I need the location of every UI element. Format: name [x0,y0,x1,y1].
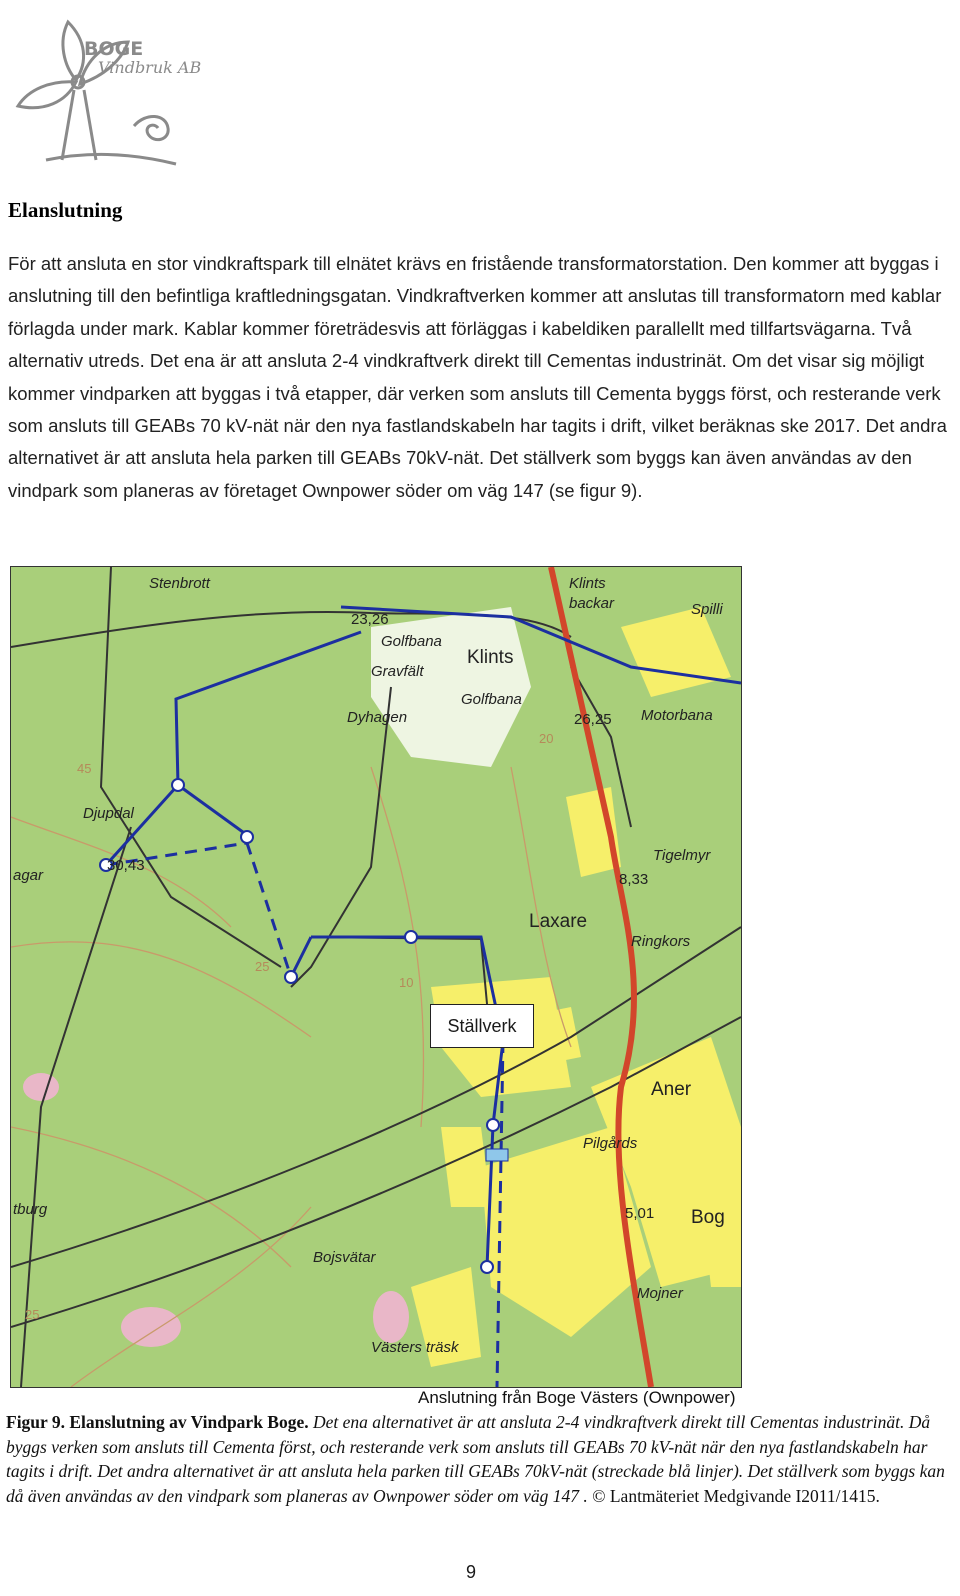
figure-caption [6,1410,956,1508]
contour-label-45: 45 [77,761,92,776]
map-label-djupdal: Djupdal [83,805,134,822]
map-label-501: 5,01 [625,1205,655,1222]
contour-label-25: 25 [255,959,270,974]
page-number: 9 [466,1562,477,1582]
map-label-stenbrott: Stenbrott [149,575,210,592]
map-label-2625: 26,25 [574,711,612,728]
body-paragraph [8,248,948,507]
map-label-ringkors: Ringkors [631,933,691,950]
map-label-gravfalt: Gravfält [371,663,424,680]
map-label-aner: Aner [651,1079,692,1100]
switchyard-callout: Ställverk [430,1004,534,1048]
map-label-motorbana: Motorbana [641,707,713,724]
map-label-vasters-trask: Västers träsk [371,1339,459,1356]
small-lake [486,1149,508,1161]
figure-description: Det ena alternativet är att ansluta 2-4 vindkraftverk direkt till Cementas industrinät. Då byggs verken som ansluts till Cementa först, och resterande verk som ansluts till GEABs 70 kV-nät när den nya fastlandskabeln har tagits i drift. Det andra alternativet är att ansluta hela parken till GEABs 70kV-nät (streckade blå linjer). Det ställverk som byggs kan då även användas av den vindpark som planeras av Ownpower söder om väg 147 . [6,1412,945,1506]
site-map [10,566,742,1388]
contour-label-10: 10 [399,975,414,990]
map-label-pilgards: Pilgårds [583,1135,638,1152]
open-area [371,607,531,767]
map-label-golfbana: Golfbana [381,633,442,650]
map-label-3043: 30,43 [107,857,145,874]
map-graphic [11,567,741,1387]
map-label-backar: backar [569,595,615,612]
map-label-2326: 23,26 [351,611,389,628]
contour-label-20: 20 [539,731,554,746]
map-label-golfbana-2: Golfbana [461,691,522,708]
map-label-tburg: tburg [13,1201,48,1218]
map-label-dyhagen: Dyhagen [347,709,408,726]
logo-subtitle: Vindbruk AB [98,58,202,77]
map-label-spill: Spilli [691,601,723,618]
map-label-agar: agar [13,867,44,884]
copyright-text: © Lantmäteriet Medgivande I2011/1415. [592,1485,880,1506]
map-label-833: 8,33 [619,871,649,888]
map-label-klints: Klints [569,575,606,592]
map-label-laxare: Laxare [529,911,588,932]
map-label-bojsvatar: Bojsvätar [313,1249,376,1266]
map-label-tigelmyr: Tigelmyr [653,847,711,864]
map-label-klints-town: Klints [467,647,514,668]
section-heading: Elanslutning [8,198,123,222]
map-label-bog: Bog [691,1207,725,1228]
company-logo [6,2,246,170]
map-label-mojner: Mojner [637,1285,683,1302]
body-text: För att ansluta en stor vindkraftspark till elnätet krävs en fristående transformatorstation. Den kommer att byggas i anslutning till den befintliga kraftledningsgatan. Vindkraftverken kommer att anslutas till transformatorn med kablar förlagda under mark. Kablar kommer företrädesvis att förläggas i kabeldiken parallellt med tillfartsvägarna. Två alternativ utreds. Det ena är att ansluta 2-4 vindkraftverk direkt till Cementas industrinät. Om det visar sig möjligt kommer vindparken att byggas i två etapper, där verken som ansluts till Cementa byggs först, och resterande verk som ansluts till GEABs 70 kV-nät när den nya fastlandskabeln har tagits i drift, vilket beräknas ske 2017. Det andra alternativet är att ansluta hela parken till GEABs 70kV-nät. Det ställverk som byggs kan även användas av den vindpark som planeras av företaget Ownpower söder om väg 147 (se figur 9). [8,253,947,501]
figure-label: Figur 9. Elanslutning av Vindpark Boge. [6,1412,309,1432]
ownpower-connection-label: Anslutning från Boge Västers (Ownpower) [418,1388,736,1407]
logo-company-name: BOGE [84,38,144,60]
contour-label-25b: 25 [25,1307,40,1322]
wind-turbine-logo-icon [6,2,246,170]
